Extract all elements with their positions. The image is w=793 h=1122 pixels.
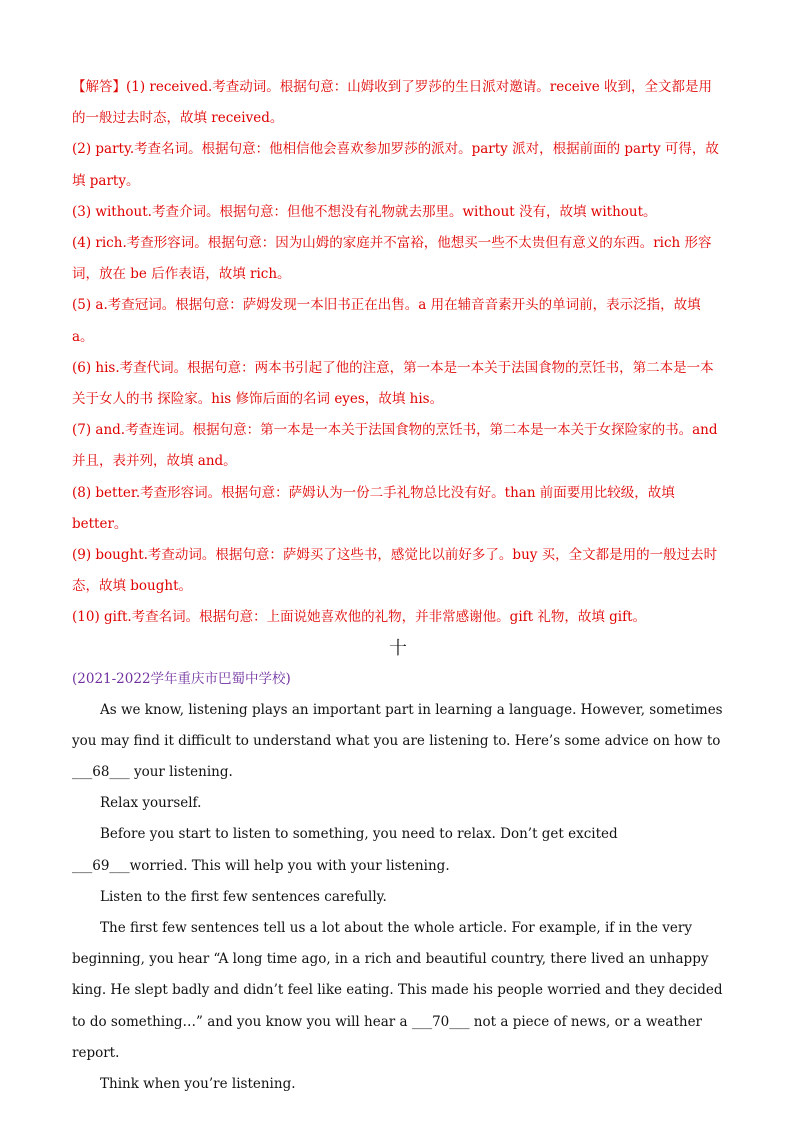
answer-item-6: (6) his.考查代词。根据句意：两本书引起了他的注意，第一本是一本关于法国食物的烹饪书，第二本是一本关于女人的书 探险家。his 修饰后面的名词 eyes，故填 his。 (72, 359, 714, 408)
passage-paragraph-2: Before you start to listen to something, you need to relax. Don’t get excited ___69___worried. This will help you with your listening. (72, 826, 618, 874)
answer-item-3: (3) without.考查介词。根据句意：但他不想没有礼物就去那里。without 没有，故填 without。 (72, 203, 657, 220)
passage-heading-relax: Relax yourself. (100, 795, 202, 812)
answer-item-5: (5) a.考查冠词。根据句意：萨姆发现一本旧书正在出售。a 用在辅音音素开头的单词前，表示泛指，故填 a。 (72, 297, 701, 345)
answer-item-1: 【解答】(1) received.考查动词。根据句意：山姆收到了罗莎的生日派对邀请。receive 收到，全文都是用的一般过去时态，故填 received。 (72, 79, 712, 127)
passage-heading-think: Think when you’re listening. (100, 1076, 296, 1093)
document-page (72, 72, 724, 1100)
source-label: (2021-2022学年重庆市巴蜀中学校) (72, 670, 291, 687)
answer-item-8: (8) better.考查形容词。根据句意：萨姆认为一份二手礼物总比没有好。than 前面要用比较级，故填 better。 (72, 484, 675, 532)
passage-paragraph-1: As we know, listening plays an important part in learning a language. However, sometimes you may find it difficult to understand what you are listening to. Here’s some advice on how to ___68___ your listening. (72, 701, 723, 781)
answer-explanations (72, 72, 724, 634)
passage-paragraph-3: The first few sentences tell us a lot about the whole article. For example, if in the very beginning, you hear “A long time ago, in a rich and beautiful country, there lived an unhappy king. He slept badly and didn’t feel like eating. This made his people worried and they decided to do something…” and you know you will hear a ___70___ not a piece of news, or a weather report. (72, 920, 723, 1061)
answer-item-2: (2) party.考查名词。根据句意：他相信他会喜欢参加罗莎的派对。party 派对，根据前面的 party 可得，故填 party。 (72, 141, 719, 189)
section-divider: 十 (389, 637, 407, 659)
answer-item-4: (4) rich.考查形容词。根据句意：因为山姆的家庭并不富裕，他想买一些不太贵但有意义的东西。rich 形容词，放在 be 后作表语，故填 rich。 (72, 235, 712, 283)
answer-item-10: (10) gift.考查名词。根据句意：上面说她喜欢他的礼物，并非常感谢他。gift 礼物，故填 gift。 (72, 609, 647, 626)
answer-item-9: (9) bought.考查动词。根据句意：萨姆买了这些书，感觉比以前好多了。buy 买，全文都是用的一般过去时态，故填 bought。 (72, 547, 718, 595)
answer-item-7: (7) and.考查连词。根据句意：第一本是一本关于法国食物的烹饪书，第二本是一本关于女探险家的书。and 并且，表并列，故填 and。 (72, 422, 718, 470)
passage-heading-listen: Listen to the first few sentences carefully. (100, 888, 387, 905)
reading-passage (72, 695, 724, 1101)
